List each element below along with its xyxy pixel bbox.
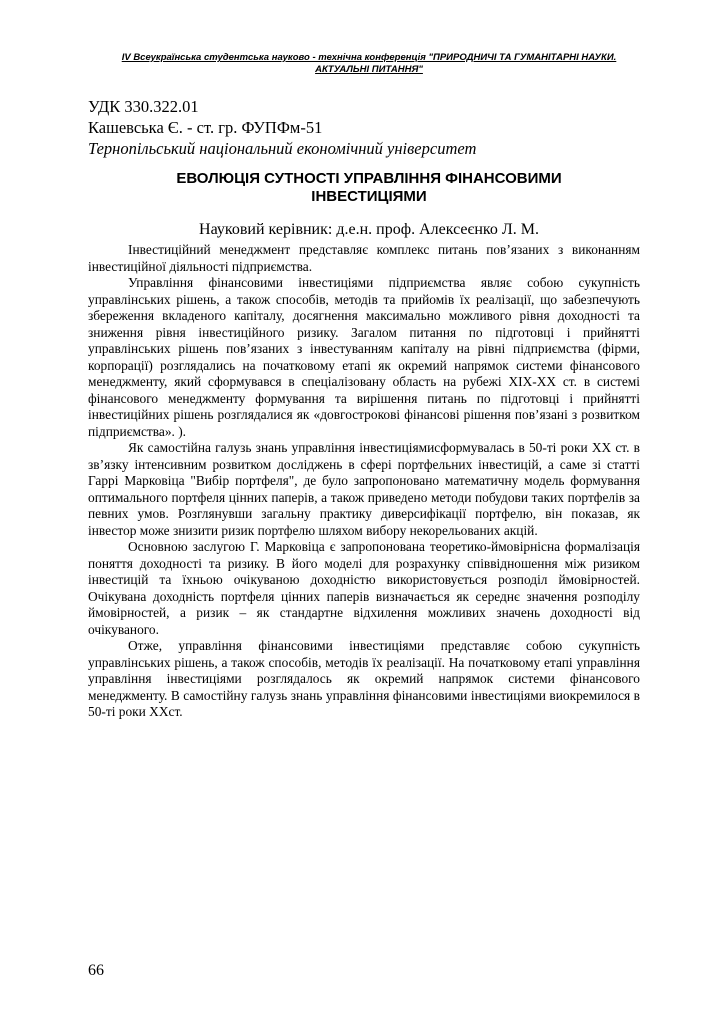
article-title-line-2: ІНВЕСТИЦІЯМИ	[311, 188, 427, 205]
page-number: 66	[88, 962, 104, 979]
article-meta	[88, 96, 648, 159]
udk-code: УДК 330.322.01	[88, 97, 199, 116]
conference-header-line-2: АКТУАЛЬНІ ПИТАННЯ"	[315, 64, 423, 75]
scientific-supervisor: Науковий керівник: д.е.н. проф. Алексеєнко Л. М.	[199, 221, 539, 238]
conference-header	[88, 52, 650, 76]
paragraph: Отже, управління фінансовими інвестиціями представляє собою сукупність управлінських рішень, а також способів, методів їх реалізації. На початковому етапі управління управління інвестиціями розглядалось як окремий напрямок системи фінансового менеджменту. В самостійну галузь знань управління фінансовими інвестиціями виокремилося в 50-ті роки XXст.	[88, 638, 640, 719]
article-title	[88, 170, 650, 206]
paragraph: Інвестиційний менеджмент представляє комплекс питань пов’язаних з виконанням інвестиційної діяльності підприємства.	[88, 242, 640, 274]
conference-header-line-1: IV Всеукраїнська студентська науково - технічна конференція "ПРИРОДНИЧІ ТА ГУМАНІТАРНІ НАУКИ.	[121, 52, 617, 63]
paragraph: Управління фінансовими інвестиціями підприємства являє собою сукупність управлінських рішень, а також способів, методів та прийомів їх реалізації, що забезпечують збереження вкладеного капіталу, досягнення максимально можливого рівня доходності та зниження рівня інвестиційного ризику. Загалом питання по підготовці і прийнятті управлінських рішень пов’язаних з інвестуванням капіталу на рівні підприємства (фірми, корпорації) розглядались на початковому етапі як окремий напрямок системи фінансового менеджменту, який сформувався в спеціалізовану область на рубежі XIX-XX ст. в системі фінансового менеджменту формування та вирішення питань по підготовці і прийнятті інвестиційних рішень розглядалися як «довгострокові фінансові рішення пов’язані з розвитком підприємства». ).	[88, 275, 640, 439]
article-body	[88, 242, 640, 721]
institution: Тернопільський національний економічний університет	[88, 139, 477, 158]
paragraph: Основною заслугою Г. Марковіца є запропонована теоретико-ймовірнісна формалізація поняття доходності та ризику. В його моделі для розрахунку співвідношення між ризиком інвестицій та їхньою очікуваною доходністю використовується розподіл ймовірностей. Очікувана доходність портфеля цінних паперів визначається як середнє значення розподілу ймовірностей, а ризик – як стандартне відхилення можливих значень доходності від очікуваного.	[88, 539, 640, 637]
article-title-line-1: ЕВОЛЮЦІЯ СУТНОСТІ УПРАВЛІННЯ ФІНАНСОВИМИ	[176, 170, 562, 187]
author-line: Кашевська Є. - ст. гр. ФУПФм-51	[88, 118, 323, 137]
paragraph: Як самостійна галузь знань управління інвестиціямисформувалась в 50-ті роки XX ст. в зв’язку інтенсивним розвитком досліджень в сфері портфельних інвестицій, а саме зі статті Гаррі Марковіца "Вибір портфеля", де було запропоновано математичну модель формування оптимального портфеля цінних паперів, а також приведено методи побудови таких портфелів за певних умов. Розглянувши загальну практику диверсифікації портфелю, він показав, як інвестор може знизити ризик портфелю шляхом вибору некорельованих акцій.	[88, 440, 640, 538]
